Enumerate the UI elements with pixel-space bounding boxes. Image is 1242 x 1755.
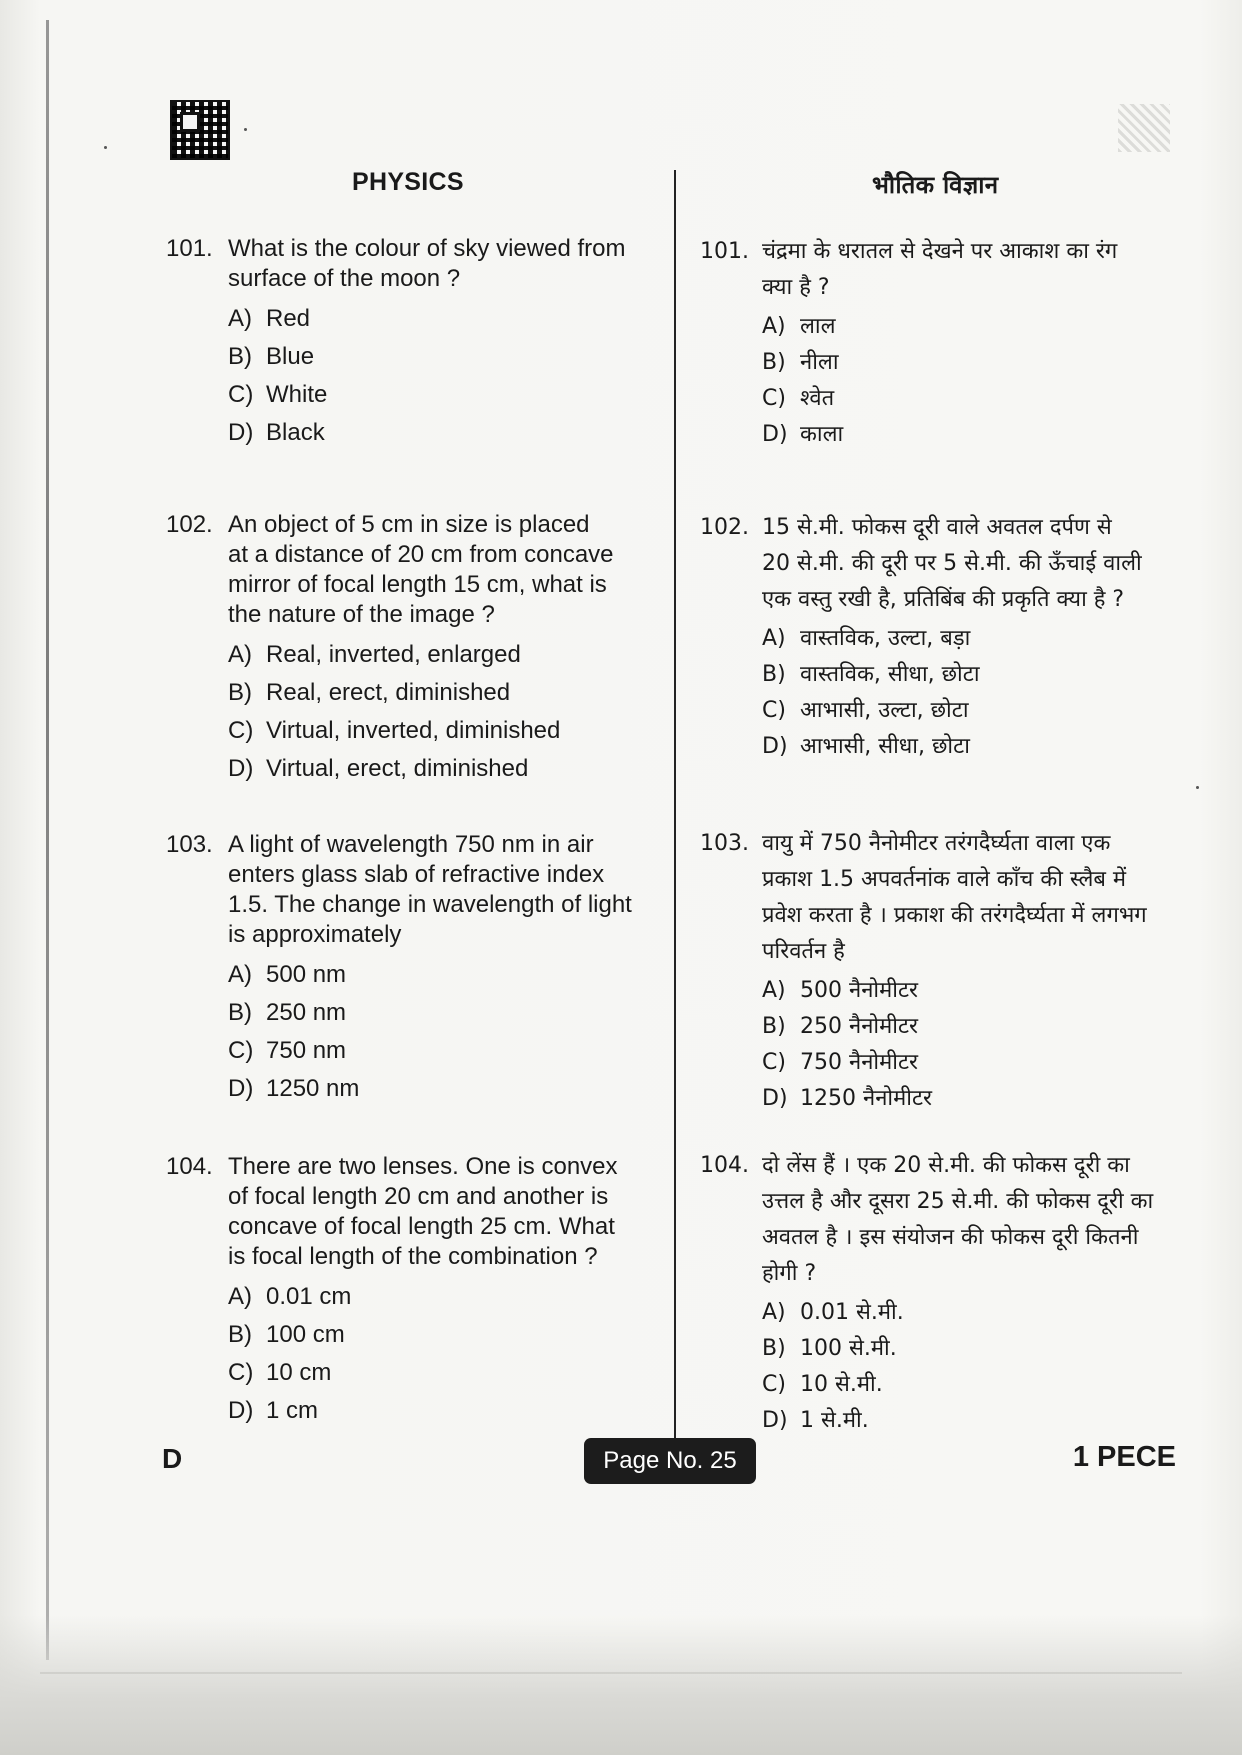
option-letter: B) (228, 679, 252, 706)
option-letter: C) (228, 1359, 254, 1386)
question-number (700, 1184, 762, 1220)
answer-option (228, 640, 656, 670)
option-text: 750 nm (266, 1037, 347, 1064)
subject-heading-hindi: भौतिक विज्ञान (872, 171, 999, 199)
option-text: 250 नैनोमीटर (800, 1014, 919, 1039)
option-letter: B) (762, 350, 786, 375)
question-line (166, 1212, 656, 1242)
question-number (700, 1256, 762, 1292)
question-text: of focal length 20 cm and another is (228, 1183, 609, 1210)
option-letter: C) (762, 698, 786, 723)
question-text: एक वस्तु रखी है, प्रतिबिंब की प्रकृति क्या है ? (762, 587, 1125, 612)
question-text: चंद्रमा के धरातल से देखने पर आकाश का रंग (762, 239, 1118, 264)
question-text: concave of focal length 25 cm. What (228, 1213, 615, 1240)
question-number (700, 898, 762, 934)
question-line (700, 510, 1170, 546)
answer-option (762, 348, 1170, 378)
option-letter: D) (762, 1408, 788, 1433)
question-number: 101. (166, 235, 213, 262)
answer-option (228, 1036, 656, 1066)
question-text: अवतल है । इस संयोजन की फोकस दूरी कितनी (762, 1225, 1139, 1250)
question-number (166, 264, 228, 294)
option-text: Virtual, inverted, diminished (266, 717, 561, 744)
option-text: नीला (800, 350, 839, 375)
option-text: 10 cm (266, 1359, 332, 1386)
option-letter: B) (762, 662, 786, 687)
option-letter: A) (228, 641, 252, 668)
question-number (166, 1182, 228, 1212)
answer-option (762, 1012, 1170, 1042)
option-letter: D) (762, 1086, 788, 1111)
answer-option (228, 342, 656, 372)
option-text: 1 cm (266, 1397, 319, 1424)
question-text: is approximately (228, 921, 402, 948)
question-line (166, 600, 656, 630)
question-number: 103. (700, 831, 749, 856)
option-letter: D) (228, 1075, 254, 1102)
answer-option (762, 1048, 1170, 1078)
question-number (166, 540, 228, 570)
question-line (166, 510, 656, 540)
answer-option (228, 1282, 656, 1312)
question-text: 15 से.मी. फोकस दूरी वाले अवतल दर्पण से (762, 515, 1112, 540)
question-number: 104. (700, 1153, 749, 1178)
question-number: 103. (166, 831, 213, 858)
option-text: 1250 नैनोमीटर (800, 1086, 933, 1111)
question-text: at a distance of 20 cm from concave (228, 541, 614, 568)
option-letter: D) (228, 419, 254, 446)
option-letter: D) (228, 1397, 254, 1424)
option-letter: A) (762, 978, 786, 1003)
question-line (700, 234, 1170, 270)
answer-option (762, 384, 1170, 414)
answer-option (762, 660, 1170, 690)
option-text: Real, erect, diminished (266, 679, 511, 706)
scan-speck (244, 128, 247, 131)
option-text: 500 नैनोमीटर (800, 978, 919, 1003)
bleed-through-mark (1118, 104, 1170, 152)
question-number (166, 920, 228, 950)
option-letter: C) (228, 381, 254, 408)
question-101-en (166, 234, 656, 448)
question-number (166, 890, 228, 920)
question-line (166, 570, 656, 600)
question-text: प्रवेश करता है । प्रकाश की तरंगदैर्घ्यता में लगभग (762, 903, 1147, 928)
answer-option (762, 312, 1170, 342)
option-letter: D) (762, 734, 788, 759)
question-text: An object of 5 cm in size is placed (228, 511, 590, 538)
option-text: 1 से.मी. (800, 1408, 869, 1433)
question-text: the nature of the image ? (228, 601, 495, 628)
question-line (700, 582, 1170, 618)
option-letter: B) (228, 343, 252, 370)
option-letter: A) (762, 1300, 786, 1325)
answer-option (228, 1320, 656, 1350)
question-line (166, 1152, 656, 1182)
option-text: लाल (800, 314, 836, 339)
option-text: श्वेत (800, 386, 835, 411)
answer-option (228, 678, 656, 708)
option-letter: B) (228, 1321, 252, 1348)
question-101-hi (700, 234, 1170, 450)
answer-option (228, 1358, 656, 1388)
answer-option (228, 304, 656, 334)
answer-option (762, 1334, 1170, 1364)
question-text: What is the colour of sky viewed from (228, 235, 626, 262)
option-letter: B) (762, 1014, 786, 1039)
answer-option (762, 1406, 1170, 1436)
question-line (700, 1148, 1170, 1184)
question-number (166, 1212, 228, 1242)
answer-option (762, 420, 1170, 450)
option-letter: C) (228, 717, 254, 744)
column-divider (674, 170, 676, 1450)
question-number: 104. (166, 1153, 213, 1180)
answer-option (228, 1396, 656, 1426)
option-text: Black (266, 419, 325, 446)
option-text: वास्तविक, सीधा, छोटा (800, 662, 980, 687)
answer-option (762, 1298, 1170, 1328)
question-number (700, 934, 762, 970)
qr-code-icon (170, 100, 230, 160)
question-text: A light of wavelength 750 nm in air (228, 831, 594, 858)
option-text: Real, inverted, enlarged (266, 641, 521, 668)
question-line (166, 890, 656, 920)
question-text: प्रकाश 1.5 अपवर्तनांक वाले काँच की स्लैब में (762, 867, 1127, 892)
option-text: Red (266, 305, 311, 332)
question-104-hi (700, 1148, 1170, 1436)
question-line (700, 898, 1170, 934)
option-letter: A) (228, 1283, 252, 1310)
option-text: 100 से.मी. (800, 1336, 897, 1361)
question-line (166, 1182, 656, 1212)
question-number (700, 546, 762, 582)
answer-option (228, 380, 656, 410)
question-103-en (166, 830, 656, 1104)
option-letter: D) (762, 422, 788, 447)
question-number: 102. (700, 515, 749, 540)
scan-shadow (0, 1615, 1242, 1755)
question-text: होगी ? (762, 1261, 817, 1286)
question-number (700, 270, 762, 306)
option-text: 10 से.मी. (800, 1372, 883, 1397)
question-line (700, 1184, 1170, 1220)
option-text: 250 nm (266, 999, 347, 1026)
option-letter: A) (762, 626, 786, 651)
question-line (700, 1220, 1170, 1256)
answer-option (228, 960, 656, 990)
binding-edge (46, 20, 49, 1660)
answer-option (228, 754, 656, 784)
option-letter: B) (228, 999, 252, 1026)
option-text: Virtual, erect, diminished (266, 755, 529, 782)
question-102-hi (700, 510, 1170, 762)
question-103-hi (700, 826, 1170, 1114)
booklet-series: D (162, 1443, 183, 1474)
subject-heading-english: PHYSICS (352, 168, 464, 196)
option-text: 0.01 से.मी. (800, 1300, 904, 1325)
question-line (166, 234, 656, 264)
question-number (700, 1220, 762, 1256)
question-102-en (166, 510, 656, 784)
option-letter: D) (228, 755, 254, 782)
question-number (166, 570, 228, 600)
question-line (700, 934, 1170, 970)
answer-option (228, 1074, 656, 1104)
option-text: वास्तविक, उल्टा, बड़ा (800, 626, 971, 651)
option-letter: A) (228, 305, 252, 332)
question-number (166, 860, 228, 890)
question-line (700, 546, 1170, 582)
answer-option (762, 976, 1170, 1006)
option-letter: C) (228, 1037, 254, 1064)
option-text: आभासी, सीधा, छोटा (800, 734, 970, 759)
question-line (166, 920, 656, 950)
option-letter: C) (762, 1050, 786, 1075)
answer-option (228, 716, 656, 746)
question-line (700, 1256, 1170, 1292)
option-text: काला (800, 422, 844, 447)
option-text: 500 nm (266, 961, 347, 988)
paper-code: 1 PECE (1072, 1441, 1176, 1473)
question-text: 1.5. The change in wavelength of light (228, 891, 632, 918)
question-text: परिवर्तन है (762, 939, 845, 964)
question-number: 101. (700, 239, 749, 264)
option-letter: A) (762, 314, 786, 339)
page-number-badge: Page No. 25 (584, 1438, 756, 1484)
question-number (700, 862, 762, 898)
answer-option (762, 732, 1170, 762)
option-letter: B) (762, 1336, 786, 1361)
question-line (166, 264, 656, 294)
option-letter: A) (228, 961, 252, 988)
option-text: 750 नैनोमीटर (800, 1050, 919, 1075)
question-text: दो लेंस हैं । एक 20 से.मी. की फोकस दूरी का (762, 1153, 1130, 1178)
answer-option (762, 1084, 1170, 1114)
answer-option (762, 1370, 1170, 1400)
option-text: 0.01 cm (266, 1283, 352, 1310)
question-line (166, 830, 656, 860)
question-text: उत्तल है और दूसरा 25 से.मी. की फोकस दूरी का (762, 1189, 1154, 1214)
question-text: surface of the moon ? (228, 265, 461, 292)
question-text: is focal length of the combination ? (228, 1243, 598, 1270)
option-letter: C) (762, 386, 786, 411)
scan-speck (104, 146, 107, 149)
answer-option (228, 998, 656, 1028)
option-text: Blue (266, 343, 315, 370)
question-line (166, 860, 656, 890)
option-text: आभासी, उल्टा, छोटा (800, 698, 969, 723)
question-text: क्या है ? (762, 275, 830, 300)
question-text: वायु में 750 नैनोमीटर तरंगदैर्घ्यता वाला एक (762, 831, 1111, 856)
question-text: mirror of focal length 15 cm, what is (228, 571, 607, 598)
question-number (166, 600, 228, 630)
question-number (166, 1242, 228, 1272)
question-line (700, 270, 1170, 306)
question-text: There are two lenses. One is convex (228, 1153, 618, 1180)
question-104-en (166, 1152, 656, 1426)
answer-option (762, 624, 1170, 654)
question-line (700, 826, 1170, 862)
question-text: 20 से.मी. की दूरी पर 5 से.मी. की ऊँचाई वाली (762, 551, 1142, 576)
option-text: 100 cm (266, 1321, 345, 1348)
question-line (166, 1242, 656, 1272)
question-line (166, 540, 656, 570)
answer-option (762, 696, 1170, 726)
question-text: enters glass slab of refractive index (228, 861, 605, 888)
option-letter: C) (762, 1372, 786, 1397)
question-number: 102. (166, 511, 213, 538)
answer-option (228, 418, 656, 448)
question-number (700, 582, 762, 618)
option-text: White (266, 381, 328, 408)
option-text: 1250 nm (266, 1075, 360, 1102)
scan-speck (1196, 786, 1199, 789)
question-line (700, 862, 1170, 898)
